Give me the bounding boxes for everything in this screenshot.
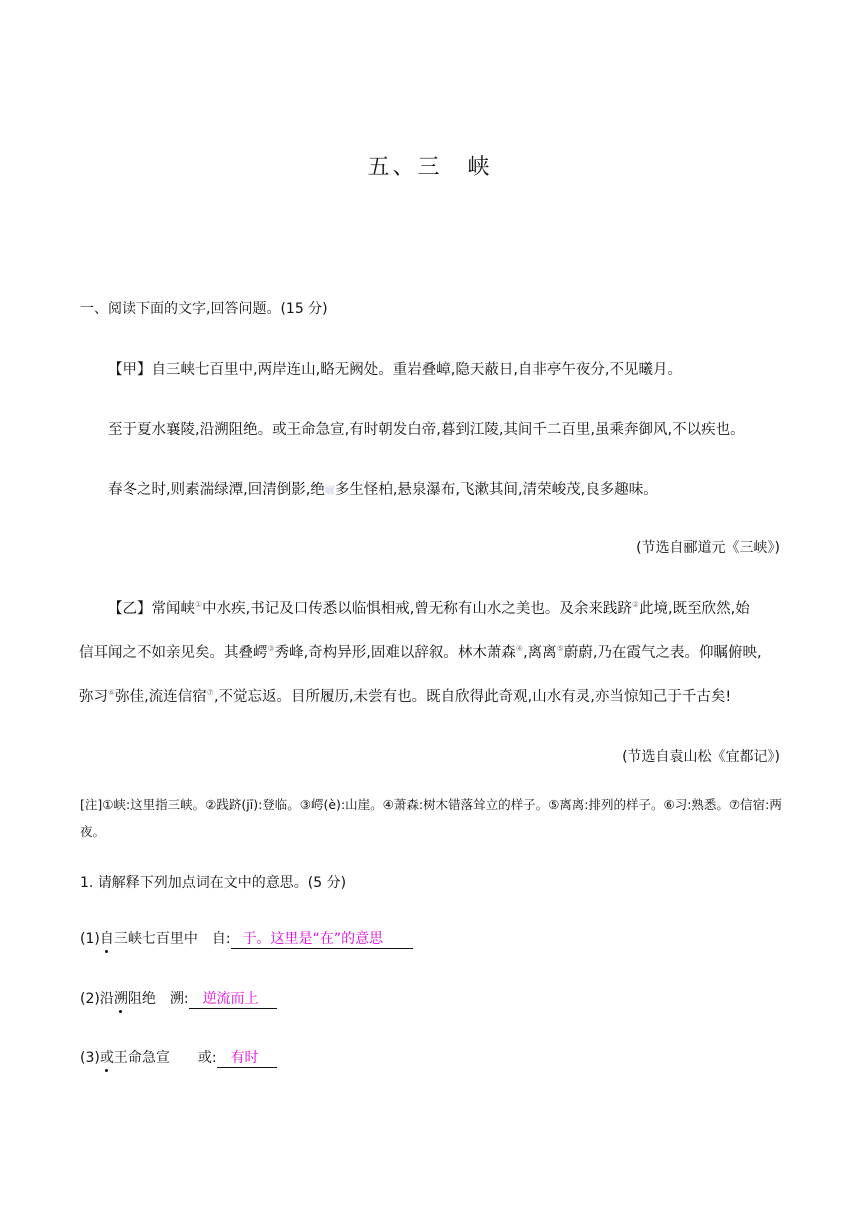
passage-jia-paragraph-2: 至于夏水襄陵,沿溯阻绝。或王命急宣,有时朝发白帝,暮到江陵,其间千二百里,虽乘奔御风,不以疾也。 <box>108 422 745 438</box>
item-number: (3) <box>80 1050 100 1066</box>
passage-jia-p3-part2: 多生怪柏,悬泉瀑布,飞漱其间,清荣峻茂,良多趣味。 <box>334 482 658 498</box>
passage-yi-line-2 <box>79 641 762 662</box>
footnote-marker: ③ <box>267 644 275 654</box>
item-text: 三峡七百里中 自: <box>113 931 231 947</box>
dotted-word: 或 <box>100 1047 114 1067</box>
passage-yi-source: (节选自袁山松《宜都记》) <box>622 749 780 765</box>
yi-text: 弥佳,流连信宿 <box>115 689 207 705</box>
footnote-marker: ④ <box>515 644 524 654</box>
passage-yi-line-3 <box>79 685 731 706</box>
dotted-word: 自 <box>100 928 114 948</box>
item-number: (2)沿 <box>80 991 114 1007</box>
yi-text: 弥习 <box>79 689 108 705</box>
question-item-1 <box>80 928 413 949</box>
question-item-3 <box>80 1047 277 1068</box>
footnote-marker: ⑥ <box>108 688 116 698</box>
footnote-marker: ⑤ <box>556 644 564 654</box>
item-text: 阻绝 溯: <box>127 991 189 1007</box>
yi-text: ,离离 <box>523 645 557 661</box>
passage-jia-p3-part1: 春冬之时,则素湍绿潭,回清倒影,绝 <box>108 482 325 498</box>
yi-text: 秀峰,奇构异形,固难以辞叙。林木萧森 <box>274 645 516 661</box>
footnotes: [注]①峡:这里指三峡。②践跻(jī):登临。③崿(è):山崖。④萧森:树木错落耸立的样子。⑤离离:排列的样子。⑥习:熟悉。⑦信宿:两夜。 <box>80 797 782 839</box>
yi-text: ,不觉忘返。目所履历,未尝有也。既自欣得此奇观,山水有灵,亦当惊知己于千古矣! <box>213 689 732 705</box>
yi-text: 此境,既至欣然,始 <box>639 601 750 617</box>
passage-jia-source: (节选自郦道元《三峡》) <box>636 540 780 556</box>
question-item-2 <box>80 988 277 1009</box>
yi-text: 中水疾,书记及口传悉以临惧相戒,曾无称有山水之美也。及余来践跻 <box>202 601 632 617</box>
dotted-word: 溯 <box>114 988 128 1008</box>
passage-jia-paragraph-1: 【甲】自三峡七百里中,两岸连山,略无阙处。重岩叠嶂,隐天蔽日,自非亭午夜分,不见曦月。 <box>108 362 683 378</box>
passage-yi-line-1 <box>108 597 750 618</box>
answer-blank[interactable]: 逆流而上 <box>189 990 277 1009</box>
footnote-marker: ② <box>631 600 640 610</box>
item-number: (1) <box>80 931 100 947</box>
page-title: 五、三 峡 <box>367 155 493 180</box>
passage-jia-paragraph-3 <box>108 478 658 499</box>
item-text: 王命急宣 或: <box>113 1050 217 1066</box>
footnote-marker: ⑦ <box>206 688 214 698</box>
yi-text: 信耳闻之不如亲见矣。其叠崿 <box>79 645 268 661</box>
answer-blank[interactable]: 于。这里是“在”的意思 <box>231 930 414 949</box>
answer-blank[interactable]: 有时 <box>217 1049 277 1068</box>
rare-char-mark: 𪩘 <box>324 486 335 497</box>
yi-text: 【乙】常闻峡 <box>108 601 195 617</box>
footnote-marker: ① <box>195 600 203 610</box>
section-heading: 一、阅读下面的文字,回答问题。(15 分) <box>80 301 328 317</box>
question-1-heading: 1. 请解释下列加点词在文中的意思。(5 分) <box>80 875 347 891</box>
yi-text: 蔚蔚,乃在霞气之表。仰瞩俯映, <box>563 645 762 661</box>
